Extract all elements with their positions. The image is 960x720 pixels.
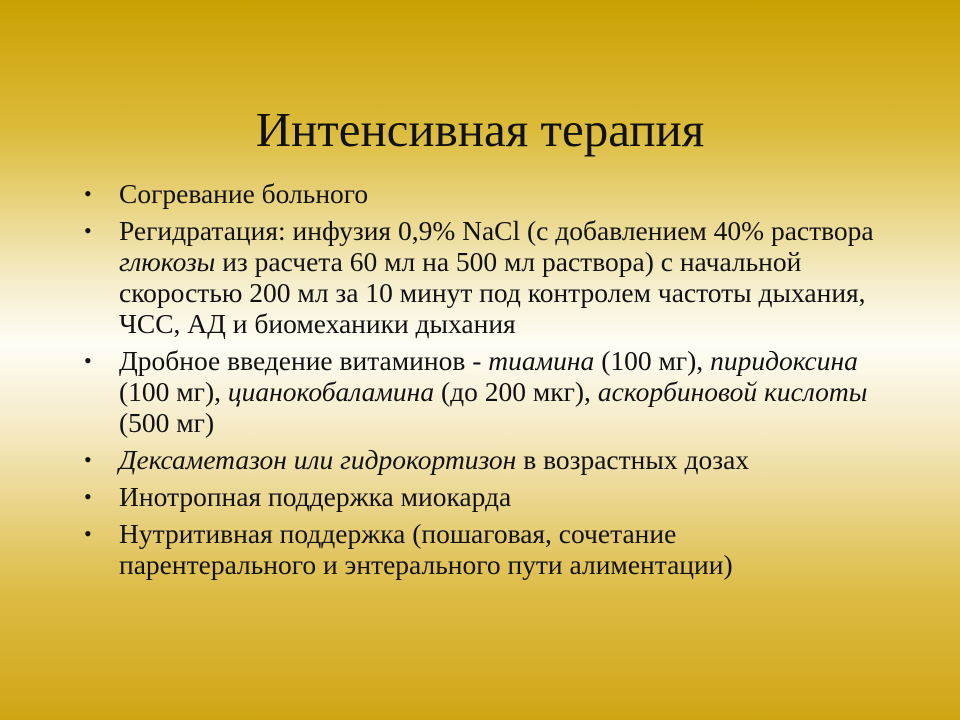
bullet-text-segment: Согревание больного: [119, 178, 369, 209]
slide-title: Интенсивная терапия: [255, 102, 705, 157]
bullet-dot-icon: •: [84, 218, 92, 243]
bullet-text-segment: (100 мг),: [119, 376, 228, 407]
bullet-text-segment: Регидратация: инфузия 0,9% NaCl (с добавлением 40% раствора: [119, 215, 874, 246]
bullet-item: [84, 444, 874, 475]
bullet-text-segment: (до 200 мкг),: [434, 376, 598, 407]
bullet-item: [84, 518, 874, 580]
bullet-item: [84, 481, 874, 512]
bullet-text: [119, 215, 874, 339]
bullet-text-italic: цианокобаламина: [227, 376, 435, 407]
bullet-dot-icon: •: [84, 348, 92, 373]
bullet-text: [119, 345, 867, 438]
bullet-text-italic: пиридоксина: [710, 345, 858, 376]
bullet-list: [84, 178, 874, 586]
bullet-item: [84, 345, 874, 438]
bullet-item: [84, 215, 874, 339]
bullet-text: [119, 444, 749, 475]
bullet-text-segment: в возрастных дозах: [516, 444, 750, 475]
bullet-text-segment: из расчета 60 мл на 500 мл раствора) с начальной скоростью 200 мл за 10 минут под контролем частоты дыхания, ЧСС, АД и биомеханики дыхания: [119, 246, 866, 339]
bullet-text: [119, 178, 368, 209]
bullet-text-italic: аскорбиновой кислоты: [597, 376, 868, 407]
bullet-dot-icon: •: [84, 447, 92, 472]
bullet-text-segment: (100 мг),: [594, 345, 711, 376]
bullet-text-italic: глюкозы: [119, 246, 216, 277]
bullet-dot-icon: •: [84, 484, 92, 509]
bullet-text: [119, 481, 511, 512]
bullet-text-segment: (500 мг): [119, 407, 215, 438]
bullet-dot-icon: •: [84, 181, 92, 206]
bullet-text-italic: Дексаметазон или гидрокортизон: [119, 444, 517, 475]
bullet-dot-icon: •: [84, 521, 92, 546]
bullet-text-italic: тиамина: [488, 345, 595, 376]
bullet-text-segment: Инотропная поддержка миокарда: [119, 481, 512, 512]
bullet-text-segment: Нутритивная поддержка (пошаговая, сочетание парентерального и энтерального пути алиментации): [119, 518, 733, 580]
bullet-text-segment: Дробное введение витаминов -: [119, 345, 489, 376]
bullet-item: [84, 178, 874, 209]
bullet-text: [119, 518, 733, 580]
